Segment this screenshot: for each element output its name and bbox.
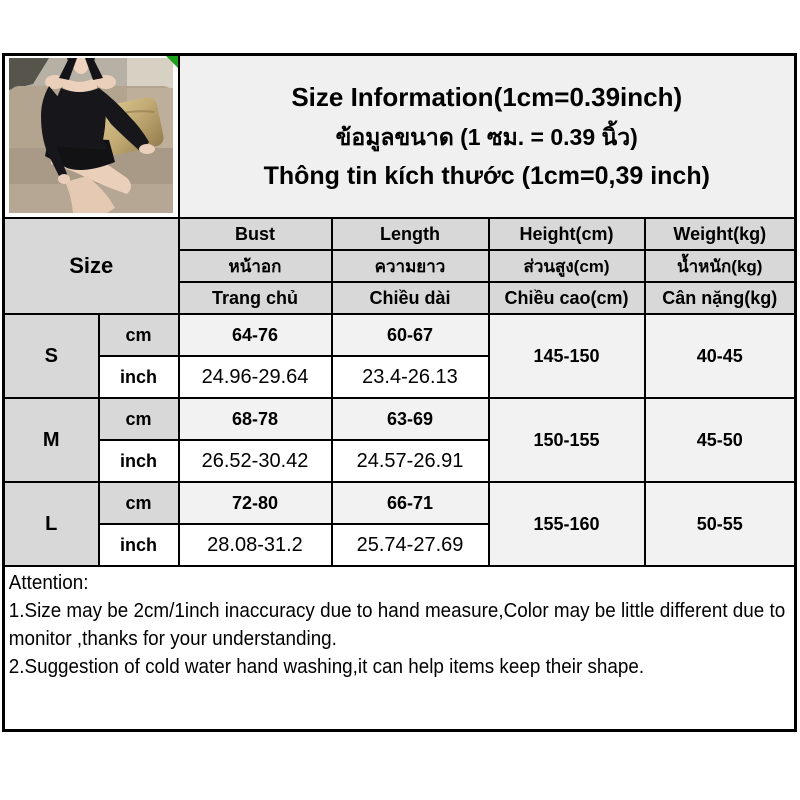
cell-s-inch-bust: 24.96-29.64 — [179, 356, 332, 398]
size-row-label-l: L — [4, 482, 99, 566]
col-header-bust-en: Bust — [179, 218, 332, 250]
cell-s-height: 145-150 — [489, 314, 645, 398]
cell-m-cm-length: 63-69 — [332, 398, 489, 440]
col-header-length-vi: Chiều dài — [332, 282, 489, 314]
attention-heading: Attention: — [8, 572, 89, 594]
cell-m-cm-bust: 68-78 — [179, 398, 332, 440]
cell-l-height: 155-160 — [489, 482, 645, 566]
product-photo — [9, 58, 173, 213]
cell-l-cm-bust: 72-80 — [179, 482, 332, 524]
cell-m-inch-bust: 26.52-30.42 — [179, 440, 332, 482]
attention-note-1: 1.Size may be 2cm/1inch inaccuracy due to hand measure,Color may be little different due to monitor ,thanks for your understanding. — [8, 600, 786, 650]
size-row-label-m: M — [4, 398, 99, 482]
title-vietnamese: Thông tin kích thước (1cm=0,39 inch) — [263, 162, 710, 190]
unit-label-inch-l: inch — [99, 524, 179, 566]
col-header-weight-en: Weight(kg) — [645, 218, 796, 250]
title-cell — [179, 55, 796, 219]
col-header-bust-vi: Trang chủ — [179, 282, 332, 314]
attention-note-2: 2.Suggestion of cold water hand washing,it can help items keep their shape. — [8, 656, 645, 678]
cell-m-weight: 45-50 — [645, 398, 796, 482]
cell-s-cm-bust: 64-76 — [179, 314, 332, 356]
cell-l-inch-length: 25.74-27.69 — [332, 524, 489, 566]
cell-m-inch-length: 24.57-26.91 — [332, 440, 489, 482]
cell-s-weight: 40-45 — [645, 314, 796, 398]
col-header-length-en: Length — [332, 218, 489, 250]
cell-l-weight: 50-55 — [645, 482, 796, 566]
unit-label-cm-m: cm — [99, 398, 179, 440]
col-header-weight-vi: Cân nặng(kg) — [645, 282, 796, 314]
col-header-height-vi: Chiều cao(cm) — [489, 282, 645, 314]
title-thai: ข้อมูลขนาด (1 ซม. = 0.39 นิ้ว) — [335, 124, 638, 150]
unit-label-cm-s: cm — [99, 314, 179, 356]
cell-s-inch-length: 23.4-26.13 — [332, 356, 489, 398]
col-header-bust-th: หน้าอก — [179, 250, 332, 282]
title-english: Size Information(1cm=0.39inch) — [291, 82, 683, 112]
cell-l-cm-length: 66-71 — [332, 482, 489, 524]
cell-s-cm-length: 60-67 — [332, 314, 489, 356]
col-header-length-th: ความยาว — [332, 250, 489, 282]
attention-section — [4, 566, 796, 731]
size-chart-table — [2, 53, 797, 732]
size-row-label-s: S — [4, 314, 99, 398]
col-header-weight-th: น้ำหนัก(kg) — [645, 250, 796, 282]
col-header-height-th: ส่วนสูง(cm) — [489, 250, 645, 282]
cell-l-inch-bust: 28.08-31.2 — [179, 524, 332, 566]
cell-m-height: 150-155 — [489, 398, 645, 482]
unit-label-inch-m: inch — [99, 440, 179, 482]
size-corner-header: Size — [4, 218, 179, 314]
col-header-height-en: Height(cm) — [489, 218, 645, 250]
product-photo-cell — [4, 55, 179, 219]
unit-label-cm-l: cm — [99, 482, 179, 524]
green-corner-icon — [166, 56, 178, 68]
unit-label-inch-s: inch — [99, 356, 179, 398]
